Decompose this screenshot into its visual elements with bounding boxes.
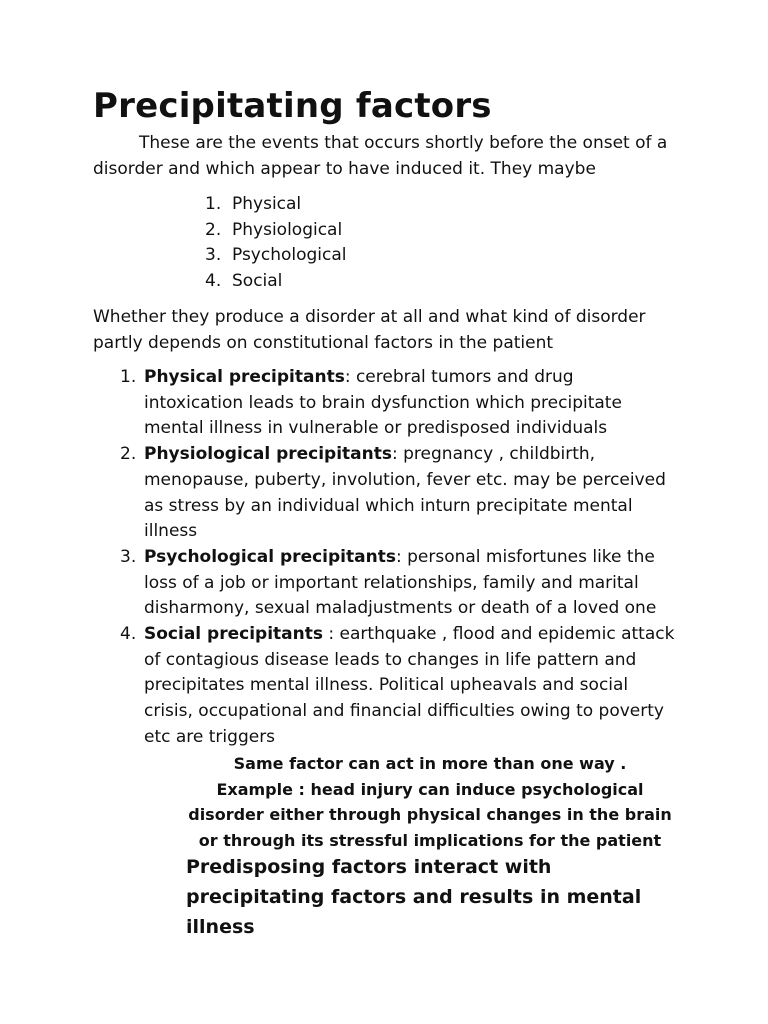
note-line-2: Example : head injury can induce psychological disorder either through physical changes in the brain or through its stressful implications for the patient [188,779,672,850]
detail-text: personal misfortunes like the loss of a job or important relationships, family and marital disharmony, sexual maladjustments or death of a loved one [144,546,657,619]
example-note [185,751,675,853]
detail-text: pregnancy , childbirth, menopause, puberty, involution, fever etc. may be perceived as stress by an individual which inturn precipitate mental illness [144,444,666,542]
detail-separator: : [344,367,356,387]
intro-paragraph: These are the events that occurs shortly before the onset of a disorder and which appear to have induced it. They maybe [93,133,668,179]
list-number: 4. [205,271,222,292]
constitution-paragraph: Whether they produce a disorder at all and what kind of disorder partly depends on constitutional factors in the patient [93,307,646,353]
detail-text: earthquake , flood and epidemic attack of contagious disease leads to changes in life pattern and precipitates mental illness. Political upheavals and social crisis, occupational and financial difficulties owing to poverty etc are triggers [144,624,675,747]
list-number: 2. [120,444,137,465]
list-number: 1. [205,194,222,214]
list-number: 3. [120,546,137,567]
list-item [205,218,347,244]
detail-separator: : [392,444,404,465]
detail-term: Physical precipitants [144,367,345,387]
list-item [205,243,347,269]
detail-separator: : [395,546,408,567]
list-number: 3. [205,245,222,266]
list-number: 2. [205,219,222,240]
list-item-label: Psychological [232,245,347,266]
list-item [205,269,347,295]
list-number: 4. [120,624,137,645]
list-number: 1. [120,367,137,387]
detail-item-social [118,622,678,751]
note-line-1: Same factor can act in more than one way . [233,754,627,773]
conclusion-statement: Predisposing factors interact with precipitating factors and results in mental illness [186,856,642,938]
list-item-label: Social [232,271,283,292]
detail-separator: : [322,624,340,645]
detail-text: cerebral tumors and drug intoxication leads to brain dysfunction which precipitate mental illness in vulnerable or predisposed individuals [144,367,622,439]
detail-term: Psychological precipitants [144,546,396,567]
detail-item-physiological [118,442,678,545]
list-item-label: Physiological [232,219,343,240]
detail-term: Social precipitants [144,624,323,645]
list-item [205,192,347,218]
precipitant-types-list [205,192,347,295]
detail-item-physical [118,365,678,442]
list-item-label: Physical [232,194,302,214]
detail-term: Physiological precipitants [144,444,392,465]
page-title: Precipitating factors [93,86,492,126]
detail-item-psychological [118,545,678,622]
precipitant-details-list [118,365,678,751]
